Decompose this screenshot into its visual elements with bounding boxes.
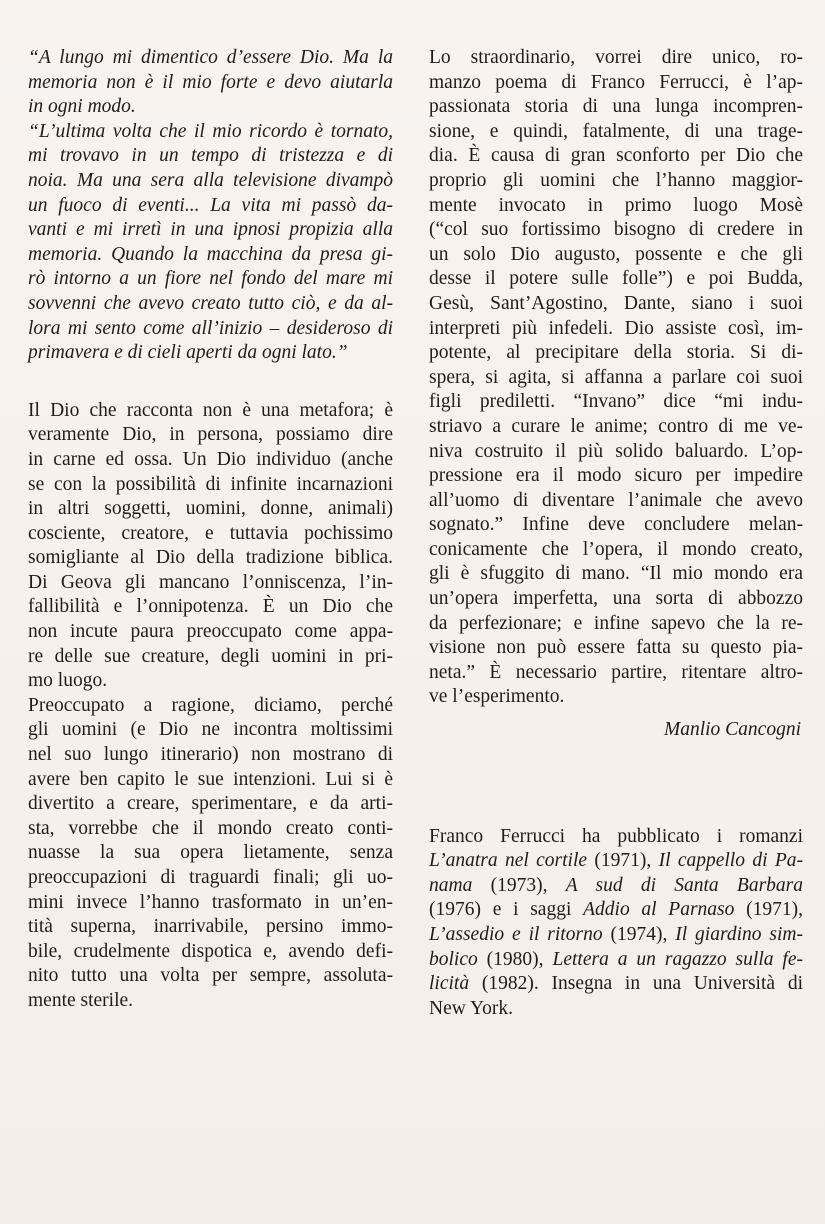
text-line: desse il potere sulle folle”) e poi Budda, (429, 268, 803, 290)
text-line: conicamente che l’opera, il mondo creato, (429, 538, 803, 560)
text-line: Il Dio che racconta non è una metafora; è (28, 399, 393, 421)
paragraph-dio-metafora (28, 399, 393, 694)
text-line: cosciente, creatore, e tuttavia pochissimo (28, 522, 393, 544)
text-line: memoria. Quando la macchina da presa gi- (28, 243, 393, 265)
text-line: sovvenni che avevo creato tutto ciò, e da al- (28, 292, 393, 314)
text-line: Gesù, Sant’Agostino, Dante, siano i suoi (429, 292, 803, 314)
text-line: mente invocato in primo luogo Mosè (429, 194, 803, 216)
left-column (28, 46, 393, 1014)
text-line: vanti e mi irretì in una ipnosi propizia alla (28, 219, 393, 241)
bio-line: L’anatra nel cortile (1971), Il cappello di Pa- (429, 850, 803, 872)
text-line: bile, crudelmente dispotica e, avendo defi- (28, 940, 393, 962)
text-line: figli prediletti. “Invano” dice “mi indu- (429, 391, 803, 413)
bio-line: licità (1982). Insegna in una Università di (429, 973, 803, 995)
bio-line: nama (1973), A sud di Santa Barbara (429, 874, 803, 896)
text-line: in ogni modo. (28, 96, 136, 118)
text-line: memoria non è il mio forte e devo aiutarla (28, 71, 393, 93)
text-line: mini invece l’hanno trasformato in un’en- (28, 891, 393, 913)
text-line: gli uomini (e Dio ne incontra moltissimi (28, 719, 393, 741)
book-title: licità (429, 973, 470, 995)
text-line: striavo a curare le anime; contro di me ve- (429, 415, 803, 437)
text-line: in altri soggetti, uomini, donne, animali) (28, 498, 393, 520)
text-line: un’opera imperfetta, una sorta di abbozzo (429, 588, 803, 610)
text-line: pressione era il modo sicuro per impedire (429, 465, 803, 487)
book-title: Lettera a un ragazzo sulla fe- (552, 948, 803, 970)
text-line: ve l’esperimento. (429, 686, 565, 708)
text-line: gli è sfuggito di mano. “Il mio mondo era (429, 563, 803, 585)
text-line: “L’ultima volta che il mio ricordo è tornato, (28, 120, 393, 142)
text-line: noia. Ma una sera alla televisione divampò (28, 169, 393, 191)
text-line: nito tutto una volta per sempre, assoluta- (28, 965, 393, 987)
text-line: rò intorno a un fiore nel fondo del mare mi (28, 268, 393, 290)
text-line: passionata storia di una lunga incompren- (429, 96, 803, 118)
text-line: da perfezionare; e infine sapevo che la re- (429, 612, 803, 634)
text-line: divertito a creare, sperimentare, e da arti- (28, 793, 393, 815)
text-line: primavera e di cieli aperti da ogni lato.” (28, 342, 348, 364)
bio-line: (1976) e i saggi Addio al Parnaso (1971), (429, 899, 803, 921)
text-line: se con la possibilità di infinite incarnazioni (28, 473, 393, 495)
text-line: interpreti più infedeli. Dio assiste così, im- (429, 317, 803, 339)
text-line: all’uomo di diventare l’animale che avevo (429, 489, 803, 511)
author-bio (429, 825, 803, 1022)
text-line: mente sterile. (28, 989, 134, 1011)
book-title: L’assedio e il ritorno (429, 924, 603, 945)
text-line: non incute paura preoccupato come appa- (28, 621, 393, 643)
right-column (429, 46, 803, 1021)
text-line: in carne ed ossa. Un Dio individuo (anche (28, 448, 393, 470)
book-title: L’anatra nel cortile (429, 850, 588, 872)
text-line: lora mi sento come all’inizio – desideroso di (28, 317, 393, 339)
paragraph-preoccupato (28, 694, 393, 1014)
text-line: somigliante al Dio della tradizione biblica. (28, 547, 393, 569)
text-line: dia. È causa di gran sconforto per Dio che (429, 145, 803, 167)
text-line: sione, e quindi, fatalmente, di una trage- (429, 120, 803, 142)
book-title: nama (429, 874, 473, 896)
text-line: sta, vorrebbe che il mondo creato conti- (28, 817, 393, 839)
text-line: “A lungo mi dimentico d’essere Dio. Ma la (28, 47, 393, 68)
author-signature: Manlio Cancogni (663, 719, 801, 741)
text-line: fallibilità e l’onnipotenza. È un Dio che (28, 596, 393, 618)
text-line: nel suo lungo itinerario) non mostrano di (28, 744, 393, 766)
book-title: Il cappello di Pa- (658, 850, 803, 872)
text-line: proprio gli uomini che l’hanno maggior- (429, 169, 803, 191)
bio-line: Franco Ferrucci ha pubblicato i romanzi (429, 825, 803, 847)
paragraph-review (429, 46, 803, 710)
bio-line: L’assedio e il ritorno (1974), Il giardino sim- (429, 924, 803, 945)
text-line: tità superna, inarrivabile, persino immo- (28, 916, 393, 938)
text-line: un solo Dio augusto, possente e che gli (429, 243, 803, 265)
book-title: Addio al Parnaso (583, 899, 735, 921)
text-line: spera, si agita, si affanna a parlare coi suoi (429, 366, 803, 388)
text-line: potente, al precipitare della storia. Si di- (429, 342, 803, 364)
text-line: un fuoco di eventi... La vita mi passò da- (28, 194, 393, 216)
book-title: A sud di Santa Barbara (565, 874, 803, 896)
text-line: (“col suo fortissimo bisogno di credere in (429, 219, 803, 241)
opening-quote (28, 46, 393, 366)
text-line: Di Geova gli mancano l’onniscenza, l’in- (28, 571, 393, 593)
text-line: mi trovavo in un tempo di tristezza e di (28, 145, 393, 167)
book-title: Il giardino sim- (675, 924, 803, 945)
bio-line: bolico (1980), Lettera a un ragazzo sulla fe- (429, 948, 803, 970)
text-line: re delle sue creature, degli uomini in pri- (28, 645, 393, 667)
text-line: visione non può essere fatta su questo pia- (429, 637, 803, 659)
text-line: veramente Dio, in persona, possiamo dire (28, 424, 393, 446)
text-line: Lo straordinario, vorrei dire unico, ro- (429, 47, 803, 68)
book-title: bolico (429, 948, 478, 970)
text-line: nuasse la sua opera lietamente, senza (28, 842, 393, 864)
text-line: mo luogo. (28, 670, 108, 692)
text-line: manzo poema di Franco Ferrucci, è l’ap- (429, 71, 803, 93)
text-line: avere ben capito le sue intenzioni. Lui si è (28, 768, 393, 790)
bio-line: New York. (429, 997, 513, 1019)
text-line: sognato.” Infine deve concludere melan- (429, 514, 803, 536)
text-line: Preoccupato a ragione, diciamo, perché (28, 694, 393, 716)
text-line: preoccupazioni di traguardi finali; gli uo- (28, 867, 393, 888)
text-line: neta.” È necessario partire, ritentare altro- (429, 661, 803, 683)
text-line: niva costruito il più solido baluardo. L’op- (429, 440, 803, 462)
